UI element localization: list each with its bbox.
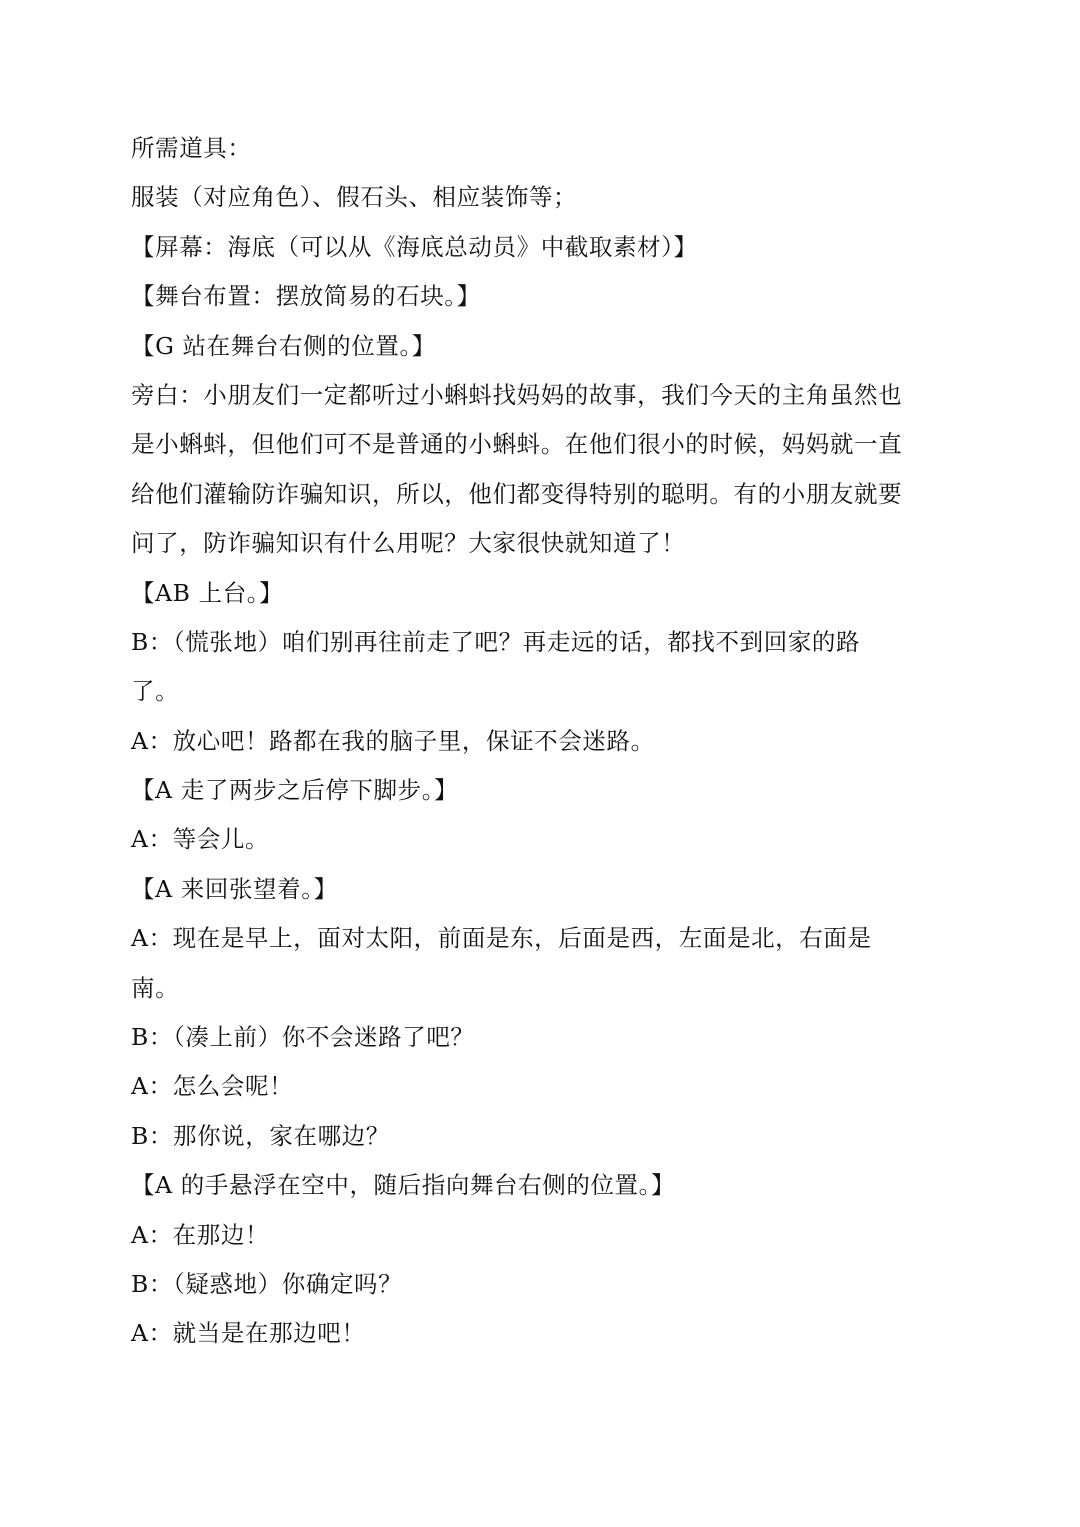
stage-direction: 【AB 上台。】 [131, 578, 284, 607]
dialogue-line: A：就当是在那边吧！ [131, 1319, 366, 1348]
narration-line: 问了，防诈骗知识有什么用呢？大家很快就知道了！ [131, 529, 686, 558]
dialogue-line: B：（凑上前）你不会迷路了吧？ [131, 1023, 475, 1052]
props-list: 服装（对应角色）、假石头、相应装饰等； [131, 183, 578, 212]
script-text-body [131, 124, 951, 1359]
dialogue-line: B：那你说，家在哪边？ [131, 1121, 390, 1150]
dialogue-line: A：怎么会呢！ [131, 1072, 294, 1101]
stage-direction-screen: 【屏幕：海底（可以从《海底总动员》中截取素材）】 [131, 232, 698, 261]
dialogue-line: 了。 [131, 677, 180, 706]
props-heading: 所需道具： [131, 134, 252, 162]
dialogue-line: A：现在是早上，面对太阳，前面是东，后面是西，左面是北，右面是 [131, 924, 872, 953]
stage-direction: 【A 来回张望着。】 [131, 874, 338, 903]
dialogue-line: A：在那边！ [131, 1220, 270, 1249]
stage-direction: 【G 站在舞台右侧的位置。】 [131, 331, 436, 360]
stage-direction: 【A 走了两步之后停下脚步。】 [131, 776, 459, 805]
narration-line: 给他们灌输防诈骗知识，所以，他们都变得特别的聪明。有的小朋友就要 [131, 479, 903, 508]
dialogue-line: A：等会儿。 [131, 825, 270, 854]
narration-line: 旁白：小朋友们一定都听过小蝌蚪找妈妈的故事，我们今天的主角虽然也 [131, 380, 903, 409]
stage-direction: 【A 的手悬浮在空中，随后指向舞台右侧的位置。】 [131, 1171, 676, 1200]
stage-direction-setup: 【舞台布置：摆放简易的石块。】 [131, 282, 481, 311]
narration-line: 是小蝌蚪，但他们可不是普通的小蝌蚪。在他们很小的时候，妈妈就一直 [131, 430, 903, 459]
dialogue-line: A：放心吧！路都在我的脑子里，保证不会迷路。 [131, 726, 655, 755]
dialogue-line: 南。 [131, 973, 180, 1002]
dialogue-line: B：（慌张地）咱们别再往前走了吧？再走远的话，都找不到回家的路 [131, 627, 861, 656]
dialogue-line: B：（疑惑地）你确定吗？ [131, 1269, 403, 1298]
